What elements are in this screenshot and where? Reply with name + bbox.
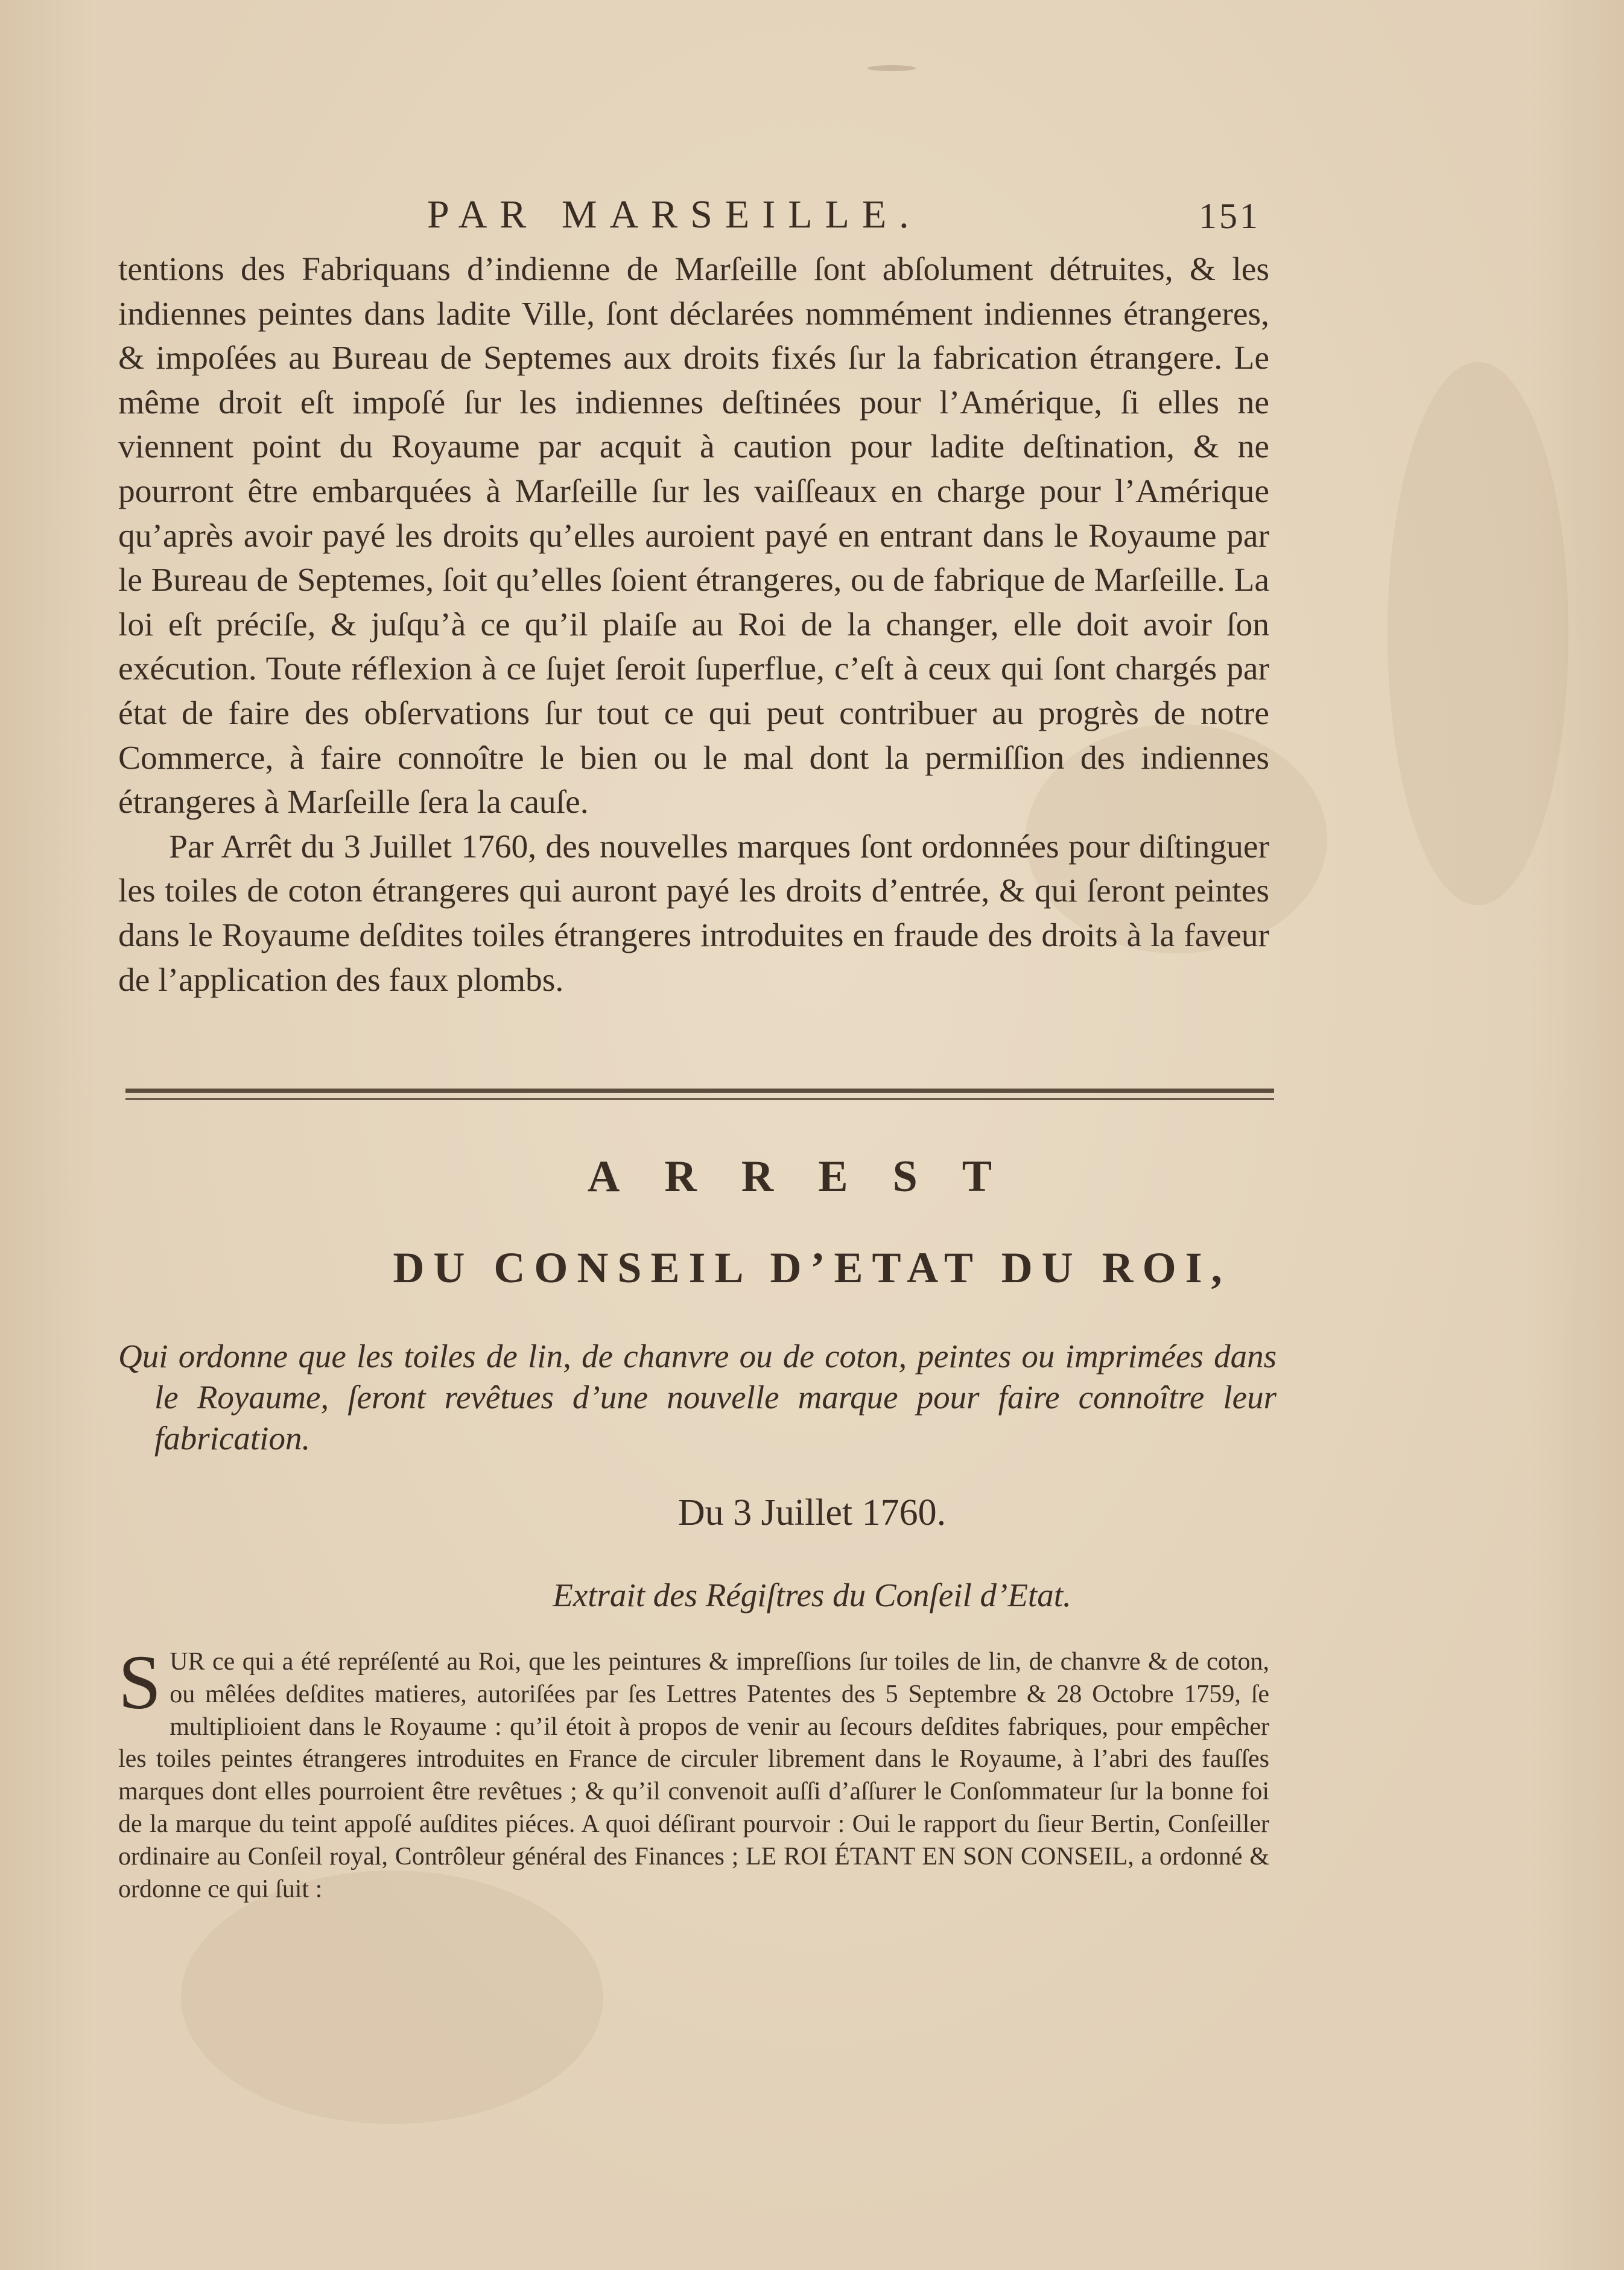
body-paragraph: tentions des Fabriquans d’indienne de Marſeille ſont abſolument détruites, & les indiennes peintes dans ladite Ville, ſont déclarées nommément indiennes étrangeres, & impoſées au Bureau de Septemes aux droits fixés ſur la fabrication étrangere. Le même droit eſt impoſé ſur les indiennes deſtinées pour l’Amérique, ſi elles ne viennent point du Royaume par acquit à caution pour ladite deſtination, & ne pourront être embarquées à Marſeille ſur les vaiſſeaux en charge pour l’Amérique qu’après avoir payé les droits qu’elles auroient payé en entrant dans le Royaume par le Bureau de Septemes, ſoit qu’elles ſoient étrangeres, ou de fabrique de Marſeille. La loi eſt préciſe, & juſqu’à ce qu’il plaiſe au Roi de la changer, elle doit avoir ſon exécution. Toute réflexion à ce ſujet ſeroit ſuperflue, c’eſt à ceux qui ſont chargés par état de faire des obſervations ſur tout ce qui peut contribuer au progrès de notre Commerce, à faire connoître le bien ou le mal dont la permiſſion des indiennes étrangeres à Marſeille ſera la cauſe. [118, 251, 1269, 821]
decree-paragraph [118, 1639, 1269, 1906]
drop-cap: S [118, 1639, 162, 1725]
body-paragraph: Par Arrêt du 3 Juillet 1760, des nouvelles marques ſont ordonnées pour diſtinguer les toiles de coton étrangeres qui auront payé les droits d’entrée, & qui ſeront peintes dans le Royaume deſdites toiles étrangeres introduites en fraude des droits à la faveur de l’application des faux plombs. [118, 828, 1269, 999]
summary-text: Qui ordonne que les toiles de lin, de chanvre ou de coton, peintes ou imprimées dans le Royaume, ſeront revêtues d’une nouvelle marque pour faire connoître leur fabrication. [118, 1338, 1277, 1457]
paper-stain [1388, 362, 1568, 905]
printer-ornament [868, 65, 916, 71]
extract-heading: Extrait des Régiſtres du Conſeil d’Etat. [553, 1577, 1071, 1613]
section-rule-thin [125, 1098, 1274, 1100]
page-number: 151 [1199, 196, 1260, 236]
arrest-subheading: DU CONSEIL D’ETAT DU ROI, [393, 1244, 1231, 1292]
decree-date: Du 3 Juillet 1760. [677, 1492, 947, 1533]
decree-closing-tail: , a ordonné & ordonne ce qui ſuit : [118, 1842, 1269, 1903]
decree-text [118, 1639, 1269, 1906]
arrest-heading: ARREST [587, 1152, 1037, 1201]
body-text [118, 247, 1269, 1002]
arrest-summary [118, 1336, 1277, 1459]
running-head-title: PAR MARSEILLE. [427, 192, 922, 237]
paper-stain [181, 1871, 603, 2124]
section-rule [125, 1089, 1274, 1093]
decree-body: UR ce qui a été repréſenté au Roi, que les peintures & impreſſions ſur toiles de lin, de chanvre & de coton, ou mêlées deſdites matieres, autoriſées par ſes Lettres Patentes des 5 Septembre & 28 Octobre 1759, ſe multiplioient dans le Royaume : qu’il étoit à propos de venir au ſecours deſdites fabriques, pour empêcher les toiles peintes étrangeres introduites en France de circuler librement dans le Royaume, à l’abri des fauſſes marques dont elles pourroient être revêtues ; & qu’il convenoit auſſi d’aſſurer le Conſommateur ſur la bonne foi de la marque du teint appoſé auſdites piéces. A quoi déſirant pourvoir : Oui le rapport du ſieur Bertin, Conſeiller ordinaire au Conſeil royal, Contrôleur général des Finances ; [118, 1648, 1269, 1871]
decree-closing: LE ROI ÉTANT EN SON CONSEIL [746, 1842, 1128, 1871]
running-head [0, 192, 1624, 240]
